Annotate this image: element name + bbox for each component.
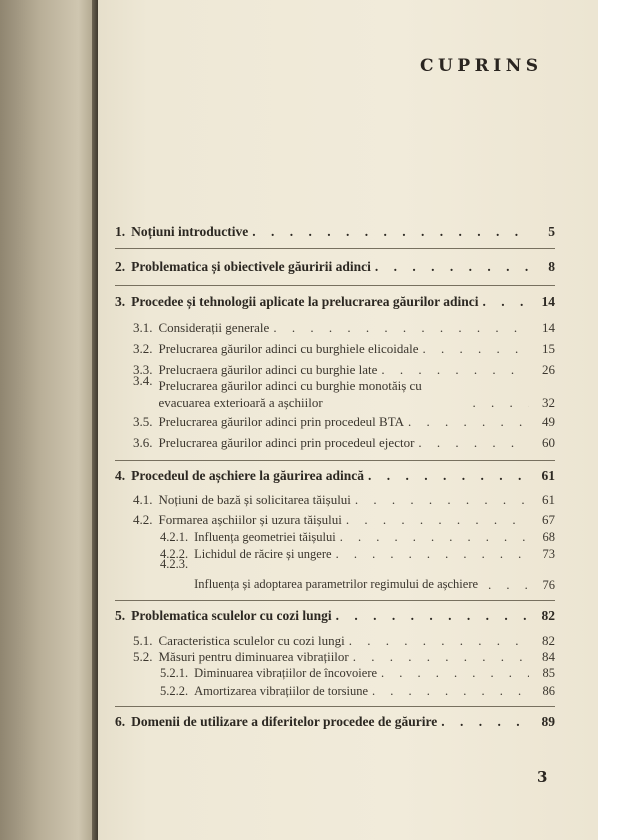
entry-title: Prelucrarea găurilor adinci prin procedeul BTA [158,414,404,429]
toc-entry-section-4-1 [133,492,555,512]
toc-entry-section-5-2-1 [160,666,555,686]
section-divider [115,460,555,461]
toc-entry-chapter-2 [115,259,555,279]
toc-entry-chapter-1 [115,224,555,244]
leader-dots [371,259,529,275]
entry-title: Prelucrarea găurilor adinci prin procedeul ejector [158,435,415,450]
toc-entry-section-3-4 [133,373,555,411]
toc-entry-section-3-6 [133,435,555,455]
entry-number: 3.6. [133,435,153,450]
entry-title: Măsuri pentru diminuarea vibrațiilor [158,649,349,664]
leader-dots [368,684,529,699]
leader-dots [404,414,529,430]
entry-number: 3.1. [133,320,153,335]
entry-page: 84 [542,649,555,664]
entry-page: 68 [542,530,555,544]
entry-title: Influența și adoptarea parametrilor regimului de așchiere [194,577,479,591]
section-divider [115,248,555,249]
entry-title: Procedee și tehnologii aplicate la prelucrarea găurilor adinci [131,294,479,309]
entry-page: 60 [542,435,555,450]
entry-title: Amortizarea vibrațiilor de torsiune [194,684,369,698]
leader-dots [478,294,529,310]
page-number: 3 [537,768,548,786]
leader-dots [342,512,529,528]
entry-page: 5 [548,224,555,239]
entry-page: 49 [542,414,555,429]
entry-title: Considerații generale [158,320,270,335]
entry-number: 3. [115,294,126,309]
toc-entry-chapter-5 [115,608,555,628]
background-margin [598,0,630,840]
entry-number: 3.4. [133,373,153,388]
entry-title: Caracteristica sculelor cu cozi lungi [158,633,345,648]
leader-dots [414,435,529,451]
leader-dots [351,492,529,508]
toc-entry-section-3-5 [133,414,555,434]
entry-title: Procedeul de așchiere la găurirea adincă [131,468,364,483]
entry-page: 61 [542,492,555,507]
entry-title: Noțiuni introductive [131,224,249,239]
section-divider [115,285,555,286]
entry-number: 4.2.2. [160,547,189,561]
entry-page: 32 [542,395,555,410]
entry-number: 4.1. [133,492,153,507]
entry-page: 61 [541,468,555,483]
entry-page: 86 [542,684,555,698]
entry-title: Diminuarea vibrațiilor de încovoiere [194,666,378,680]
leader-dots [349,649,529,665]
entry-page: 26 [542,362,555,377]
section-divider [115,600,555,601]
entry-number: 4. [115,468,126,483]
toc-entry-section-5-2-2 [160,684,555,704]
entry-title: Influența geometriei tăișului [194,530,336,544]
leader-dots [377,666,529,681]
entry-number: 1. [115,224,126,239]
toc-entry-chapter-6 [115,714,555,734]
entry-title: Problematica și obiectivele găuririi adinci [131,259,371,274]
entry-number: 4.2.1. [160,530,189,544]
entry-number: 3.3. [133,362,153,377]
toc-heading: CUPRINS [420,56,543,76]
toc-entry-section-4-2 [133,512,555,532]
entry-number: 5.2.2. [160,684,189,698]
entry-page: 15 [542,341,555,356]
leader-dots [248,224,529,240]
entry-title: Lichidul de răcire și ungere [194,547,332,561]
entry-number: 4.2. [133,512,153,527]
toc-entry-section-3-1 [133,320,555,340]
entry-number: 3.2. [133,341,153,356]
toc-entry-section-3-2 [133,341,555,361]
entry-page: 8 [548,259,555,274]
entry-page: 82 [542,633,555,648]
entry-page: 76 [542,578,555,592]
left-page-edge [0,0,98,840]
toc-entry-chapter-4 [115,468,555,488]
entry-title: Problematica sculelor cu cozi lungi [131,608,332,623]
entry-number: 5.1. [133,633,153,648]
leader-dots [484,578,529,593]
entry-title: Domenii de utilizare a diferitelor procedee de găurire [131,714,438,729]
leader-dots [345,633,529,649]
entry-page: 89 [541,714,555,729]
entry-number: 2. [115,259,126,274]
entry-title: Prelucraera găurilor adinci cu burghie late [158,362,378,377]
entry-number: 5.2. [133,649,153,664]
entry-number: 5. [115,608,126,623]
leader-dots [364,468,529,484]
entry-number: 5.2.1. [160,666,189,680]
entry-page: 67 [542,512,555,527]
section-divider [115,706,555,707]
entry-page: 85 [542,666,555,680]
entry-page: 14 [542,320,555,335]
toc-entry-section-4-2-3 [160,557,555,593]
entry-page: 73 [542,547,555,561]
leader-dots [269,320,529,336]
entry-page: 82 [541,608,555,623]
entry-number: 6. [115,714,126,729]
leader-dots [419,341,530,357]
leader-dots [437,714,529,730]
entry-number: 4.2.3. [160,557,189,571]
leader-dots [332,608,529,624]
leader-dots [469,395,530,411]
entry-page: 14 [541,294,555,309]
entry-title: Formarea așchiilor și uzura tăișului [158,512,342,527]
entry-title: Prelucrarea găurilor adinci cu burghiele elicoidale [158,341,419,356]
toc-entry-chapter-3 [115,294,555,314]
entry-title: Noțiuni de bază și solicitarea tăișului [158,492,351,507]
leader-dots [336,530,529,545]
entry-number: 3.5. [133,414,153,429]
entry-title: Prelucrarea găurilor adinci cu burghie monotăiș cu evacuarea exterioară a așchiilor [158,378,422,410]
